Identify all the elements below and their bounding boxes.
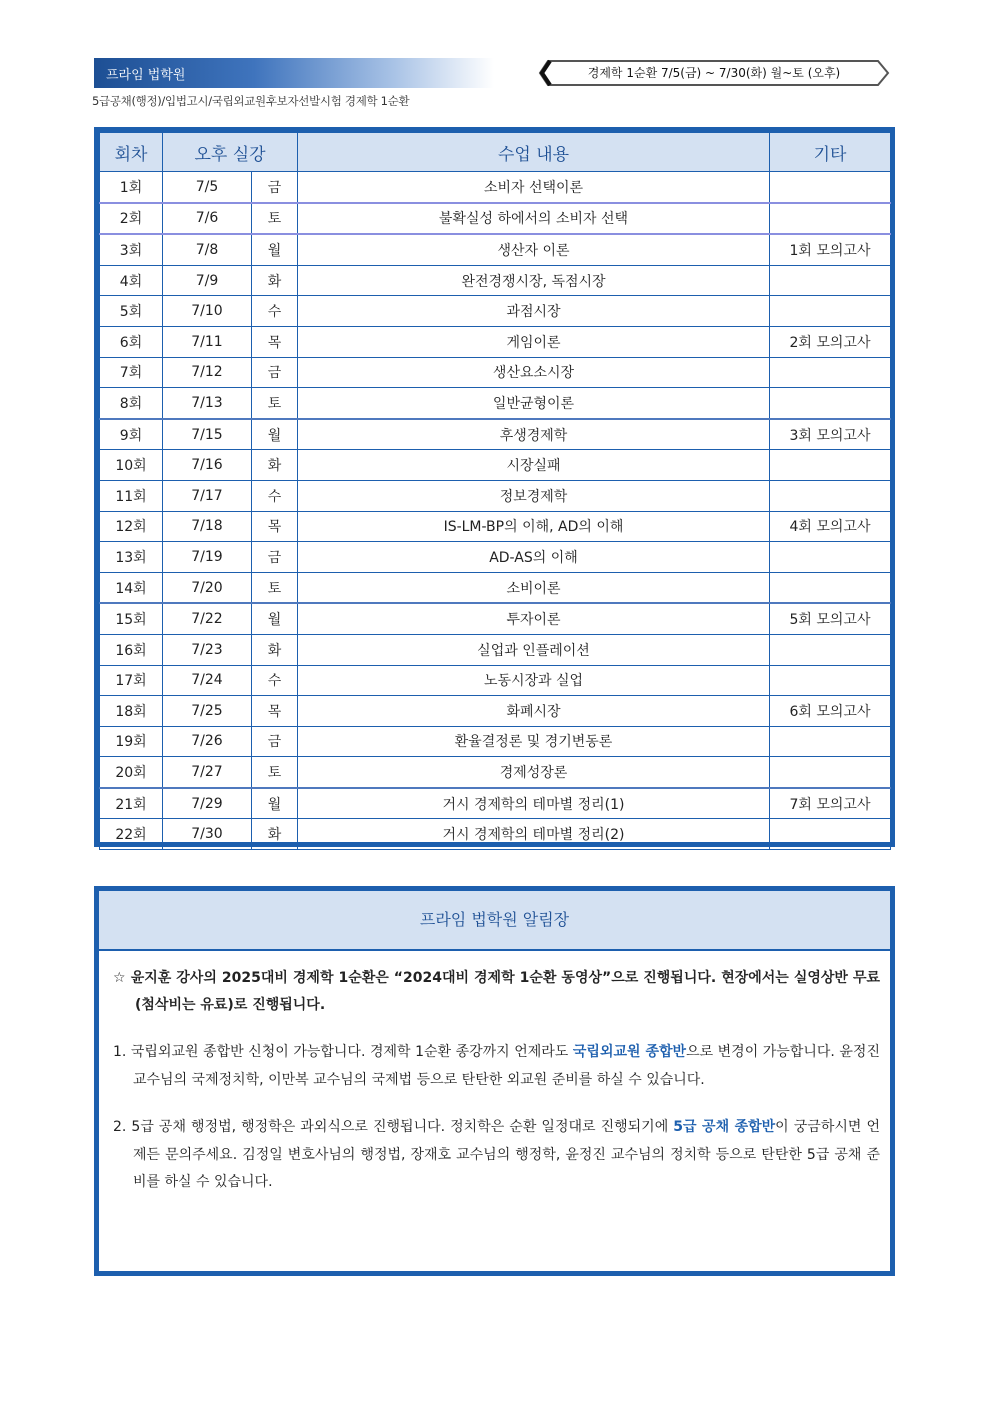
cell-session: 17회 bbox=[100, 665, 163, 696]
table-row bbox=[100, 634, 891, 665]
cell-session: 22회 bbox=[100, 819, 163, 850]
course-period-banner bbox=[538, 59, 890, 87]
cell-etc: 5회 모의고사 bbox=[770, 603, 891, 634]
cell-etc: 2회 모의고사 bbox=[770, 326, 891, 357]
notice-item-1-highlight: 국립외교원 종합반 bbox=[572, 1044, 687, 1060]
table-row bbox=[100, 726, 891, 757]
table-row bbox=[100, 234, 891, 265]
cell-etc bbox=[770, 265, 891, 296]
cell-day: 목 bbox=[252, 511, 298, 542]
table-row bbox=[100, 265, 891, 296]
cell-etc bbox=[770, 634, 891, 665]
notice-item-2-text-after: 이 궁금하시면 언제든 문의주세요. 김정일 변호사님의 행정법, 장재호 교수님의 행정학, 윤정진 교수님의 정치학 등으로 탄탄한 5급 공채 준비를 하실 수 있습니다. bbox=[133, 1119, 880, 1190]
notice-item-2-highlight: 5급 공채 종합반 bbox=[673, 1119, 776, 1135]
header-content: 수업 내용 bbox=[298, 133, 770, 172]
cell-etc bbox=[770, 542, 891, 573]
cell-etc bbox=[770, 665, 891, 696]
cell-session: 7회 bbox=[100, 357, 163, 388]
cell-etc bbox=[770, 757, 891, 788]
cell-day: 월 bbox=[252, 419, 298, 450]
table-row bbox=[100, 480, 891, 511]
table-row bbox=[100, 757, 891, 788]
cell-day: 화 bbox=[252, 265, 298, 296]
schedule-body bbox=[100, 172, 891, 850]
notice-item-1 bbox=[113, 1039, 880, 1094]
cell-session: 21회 bbox=[100, 788, 163, 819]
cell-etc: 1회 모의고사 bbox=[770, 234, 891, 265]
cell-etc bbox=[770, 450, 891, 481]
cell-session: 12회 bbox=[100, 511, 163, 542]
cell-content: 화폐시장 bbox=[298, 696, 770, 727]
cell-session: 4회 bbox=[100, 265, 163, 296]
cell-date: 7/13 bbox=[163, 388, 252, 419]
cell-day: 월 bbox=[252, 603, 298, 634]
cell-content: 소비이론 bbox=[298, 572, 770, 603]
cell-session: 10회 bbox=[100, 450, 163, 481]
cell-etc bbox=[770, 388, 891, 419]
cell-session: 3회 bbox=[100, 234, 163, 265]
cell-date: 7/29 bbox=[163, 788, 252, 819]
cell-day: 목 bbox=[252, 326, 298, 357]
cell-session: 6회 bbox=[100, 326, 163, 357]
schedule-table-frame bbox=[94, 127, 895, 847]
notice-item-2 bbox=[113, 1114, 880, 1197]
table-row bbox=[100, 788, 891, 819]
cell-content: 생산요소시장 bbox=[298, 357, 770, 388]
cell-date: 7/27 bbox=[163, 757, 252, 788]
brand-bar bbox=[94, 58, 494, 88]
cell-date: 7/30 bbox=[163, 819, 252, 850]
cell-date: 7/10 bbox=[163, 296, 252, 327]
cell-content: 일반균형이론 bbox=[298, 388, 770, 419]
header-lecture: 오후 실강 bbox=[163, 133, 298, 172]
cell-day: 토 bbox=[252, 757, 298, 788]
banner-text: 경제학 1순환 7/5(금) ~ 7/30(화) 월~토 (오후) bbox=[587, 66, 841, 80]
table-row bbox=[100, 326, 891, 357]
cell-session: 9회 bbox=[100, 419, 163, 450]
cell-day: 수 bbox=[252, 665, 298, 696]
cell-etc: 3회 모의고사 bbox=[770, 419, 891, 450]
table-row bbox=[100, 203, 891, 235]
cell-date: 7/16 bbox=[163, 450, 252, 481]
cell-content: 경제성장론 bbox=[298, 757, 770, 788]
cell-etc: 7회 모의고사 bbox=[770, 788, 891, 819]
notice-item-2-text: 2. 5급 공채 행정법, 행정학은 과외식으로 진행됩니다. 정치학은 순환 일정대로 진행되기에 bbox=[113, 1119, 674, 1135]
cell-content: 거시 경제학의 테마별 정리(2) bbox=[298, 819, 770, 850]
header-etc: 기타 bbox=[770, 133, 891, 172]
cell-session: 1회 bbox=[100, 172, 163, 203]
cell-content: 실업과 인플레이션 bbox=[298, 634, 770, 665]
cell-session: 19회 bbox=[100, 726, 163, 757]
cell-date: 7/17 bbox=[163, 480, 252, 511]
cell-date: 7/11 bbox=[163, 326, 252, 357]
cell-day: 월 bbox=[252, 788, 298, 819]
cell-session: 8회 bbox=[100, 388, 163, 419]
cell-day: 화 bbox=[252, 450, 298, 481]
cell-day: 수 bbox=[252, 480, 298, 511]
table-row bbox=[100, 450, 891, 481]
cell-content: 게임이론 bbox=[298, 326, 770, 357]
cell-content: 생산자 이론 bbox=[298, 234, 770, 265]
cell-date: 7/24 bbox=[163, 665, 252, 696]
cell-etc: 4회 모의고사 bbox=[770, 511, 891, 542]
table-row bbox=[100, 296, 891, 327]
notice-item-1-text: 1. 국립외교원 종합반 신청이 가능합니다. 경제학 1순환 종강까지 언제라도 bbox=[113, 1044, 573, 1060]
cell-date: 7/26 bbox=[163, 726, 252, 757]
cell-session: 11회 bbox=[100, 480, 163, 511]
cell-day: 화 bbox=[252, 634, 298, 665]
cell-content: 완전경쟁시장, 독점시장 bbox=[298, 265, 770, 296]
cell-content: 후생경제학 bbox=[298, 419, 770, 450]
cell-session: 2회 bbox=[100, 203, 163, 235]
cell-etc bbox=[770, 172, 891, 203]
cell-date: 7/9 bbox=[163, 265, 252, 296]
cell-date: 7/5 bbox=[163, 172, 252, 203]
cell-session: 20회 bbox=[100, 757, 163, 788]
cell-content: 과점시장 bbox=[298, 296, 770, 327]
notice-body bbox=[99, 951, 890, 1197]
cell-day: 수 bbox=[252, 296, 298, 327]
cell-session: 18회 bbox=[100, 696, 163, 727]
cell-day: 토 bbox=[252, 388, 298, 419]
table-row bbox=[100, 819, 891, 850]
notice-title: 프라임 법학원 알림장 bbox=[99, 891, 890, 951]
cell-session: 16회 bbox=[100, 634, 163, 665]
course-subtitle: 5급공채(행정)/입법고시/국립외교원후보자선발시험 경제학 1순환 bbox=[92, 94, 410, 108]
cell-day: 금 bbox=[252, 726, 298, 757]
cell-date: 7/8 bbox=[163, 234, 252, 265]
table-header-row bbox=[100, 133, 891, 172]
cell-content: 투자이론 bbox=[298, 603, 770, 634]
cell-etc bbox=[770, 819, 891, 850]
cell-date: 7/12 bbox=[163, 357, 252, 388]
cell-etc bbox=[770, 572, 891, 603]
table-row bbox=[100, 172, 891, 203]
cell-day: 화 bbox=[252, 819, 298, 850]
table-row bbox=[100, 388, 891, 419]
cell-session: 5회 bbox=[100, 296, 163, 327]
cell-content: 소비자 선택이론 bbox=[298, 172, 770, 203]
cell-date: 7/20 bbox=[163, 572, 252, 603]
cell-content: 환율결정론 및 경기변동론 bbox=[298, 726, 770, 757]
table-row bbox=[100, 419, 891, 450]
cell-session: 14회 bbox=[100, 572, 163, 603]
table-row bbox=[100, 511, 891, 542]
notice-board bbox=[94, 886, 895, 1276]
cell-etc bbox=[770, 203, 891, 235]
cell-day: 월 bbox=[252, 234, 298, 265]
cell-date: 7/15 bbox=[163, 419, 252, 450]
cell-content: 불확실성 하에서의 소비자 선택 bbox=[298, 203, 770, 235]
notice-star-paragraph: ☆ 윤지훈 강사의 2025대비 경제학 1순환은 “2024대비 경제학 1순환 동영상”으로 진행됩니다. 현장에서는 실영상반 무료(첨삭비는 유료)로 진행됩니다. bbox=[113, 970, 880, 1013]
table-row bbox=[100, 357, 891, 388]
cell-content: 노동시장과 실업 bbox=[298, 665, 770, 696]
cell-day: 금 bbox=[252, 542, 298, 573]
cell-content: 정보경제학 bbox=[298, 480, 770, 511]
notice-item-1-text-after: 으로 변경이 가능합니다. 윤정진 교수님의 국제정치학, 이만복 교수님의 국제법 등으로 탄탄한 외교원 준비를 하실 수 있습니다. bbox=[133, 1044, 880, 1088]
cell-date: 7/23 bbox=[163, 634, 252, 665]
table-row bbox=[100, 572, 891, 603]
table-row bbox=[100, 696, 891, 727]
cell-content: AD-AS의 이해 bbox=[298, 542, 770, 573]
cell-date: 7/22 bbox=[163, 603, 252, 634]
header-session: 회차 bbox=[100, 133, 163, 172]
cell-date: 7/25 bbox=[163, 696, 252, 727]
table-row bbox=[100, 542, 891, 573]
cell-day: 토 bbox=[252, 572, 298, 603]
cell-date: 7/6 bbox=[163, 203, 252, 235]
cell-content: 시장실패 bbox=[298, 450, 770, 481]
cell-day: 토 bbox=[252, 203, 298, 235]
cell-session: 15회 bbox=[100, 603, 163, 634]
cell-day: 금 bbox=[252, 172, 298, 203]
cell-etc bbox=[770, 296, 891, 327]
cell-content: IS-LM-BP의 이해, AD의 이해 bbox=[298, 511, 770, 542]
table-row bbox=[100, 665, 891, 696]
cell-etc bbox=[770, 726, 891, 757]
cell-etc bbox=[770, 480, 891, 511]
cell-etc: 6회 모의고사 bbox=[770, 696, 891, 727]
cell-date: 7/18 bbox=[163, 511, 252, 542]
cell-day: 목 bbox=[252, 696, 298, 727]
cell-day: 금 bbox=[252, 357, 298, 388]
cell-date: 7/19 bbox=[163, 542, 252, 573]
table-row bbox=[100, 603, 891, 634]
cell-session: 13회 bbox=[100, 542, 163, 573]
cell-etc bbox=[770, 357, 891, 388]
schedule-table bbox=[99, 132, 891, 850]
cell-content: 거시 경제학의 테마별 정리(1) bbox=[298, 788, 770, 819]
brand-name: 프라임 법학원 bbox=[106, 68, 186, 83]
